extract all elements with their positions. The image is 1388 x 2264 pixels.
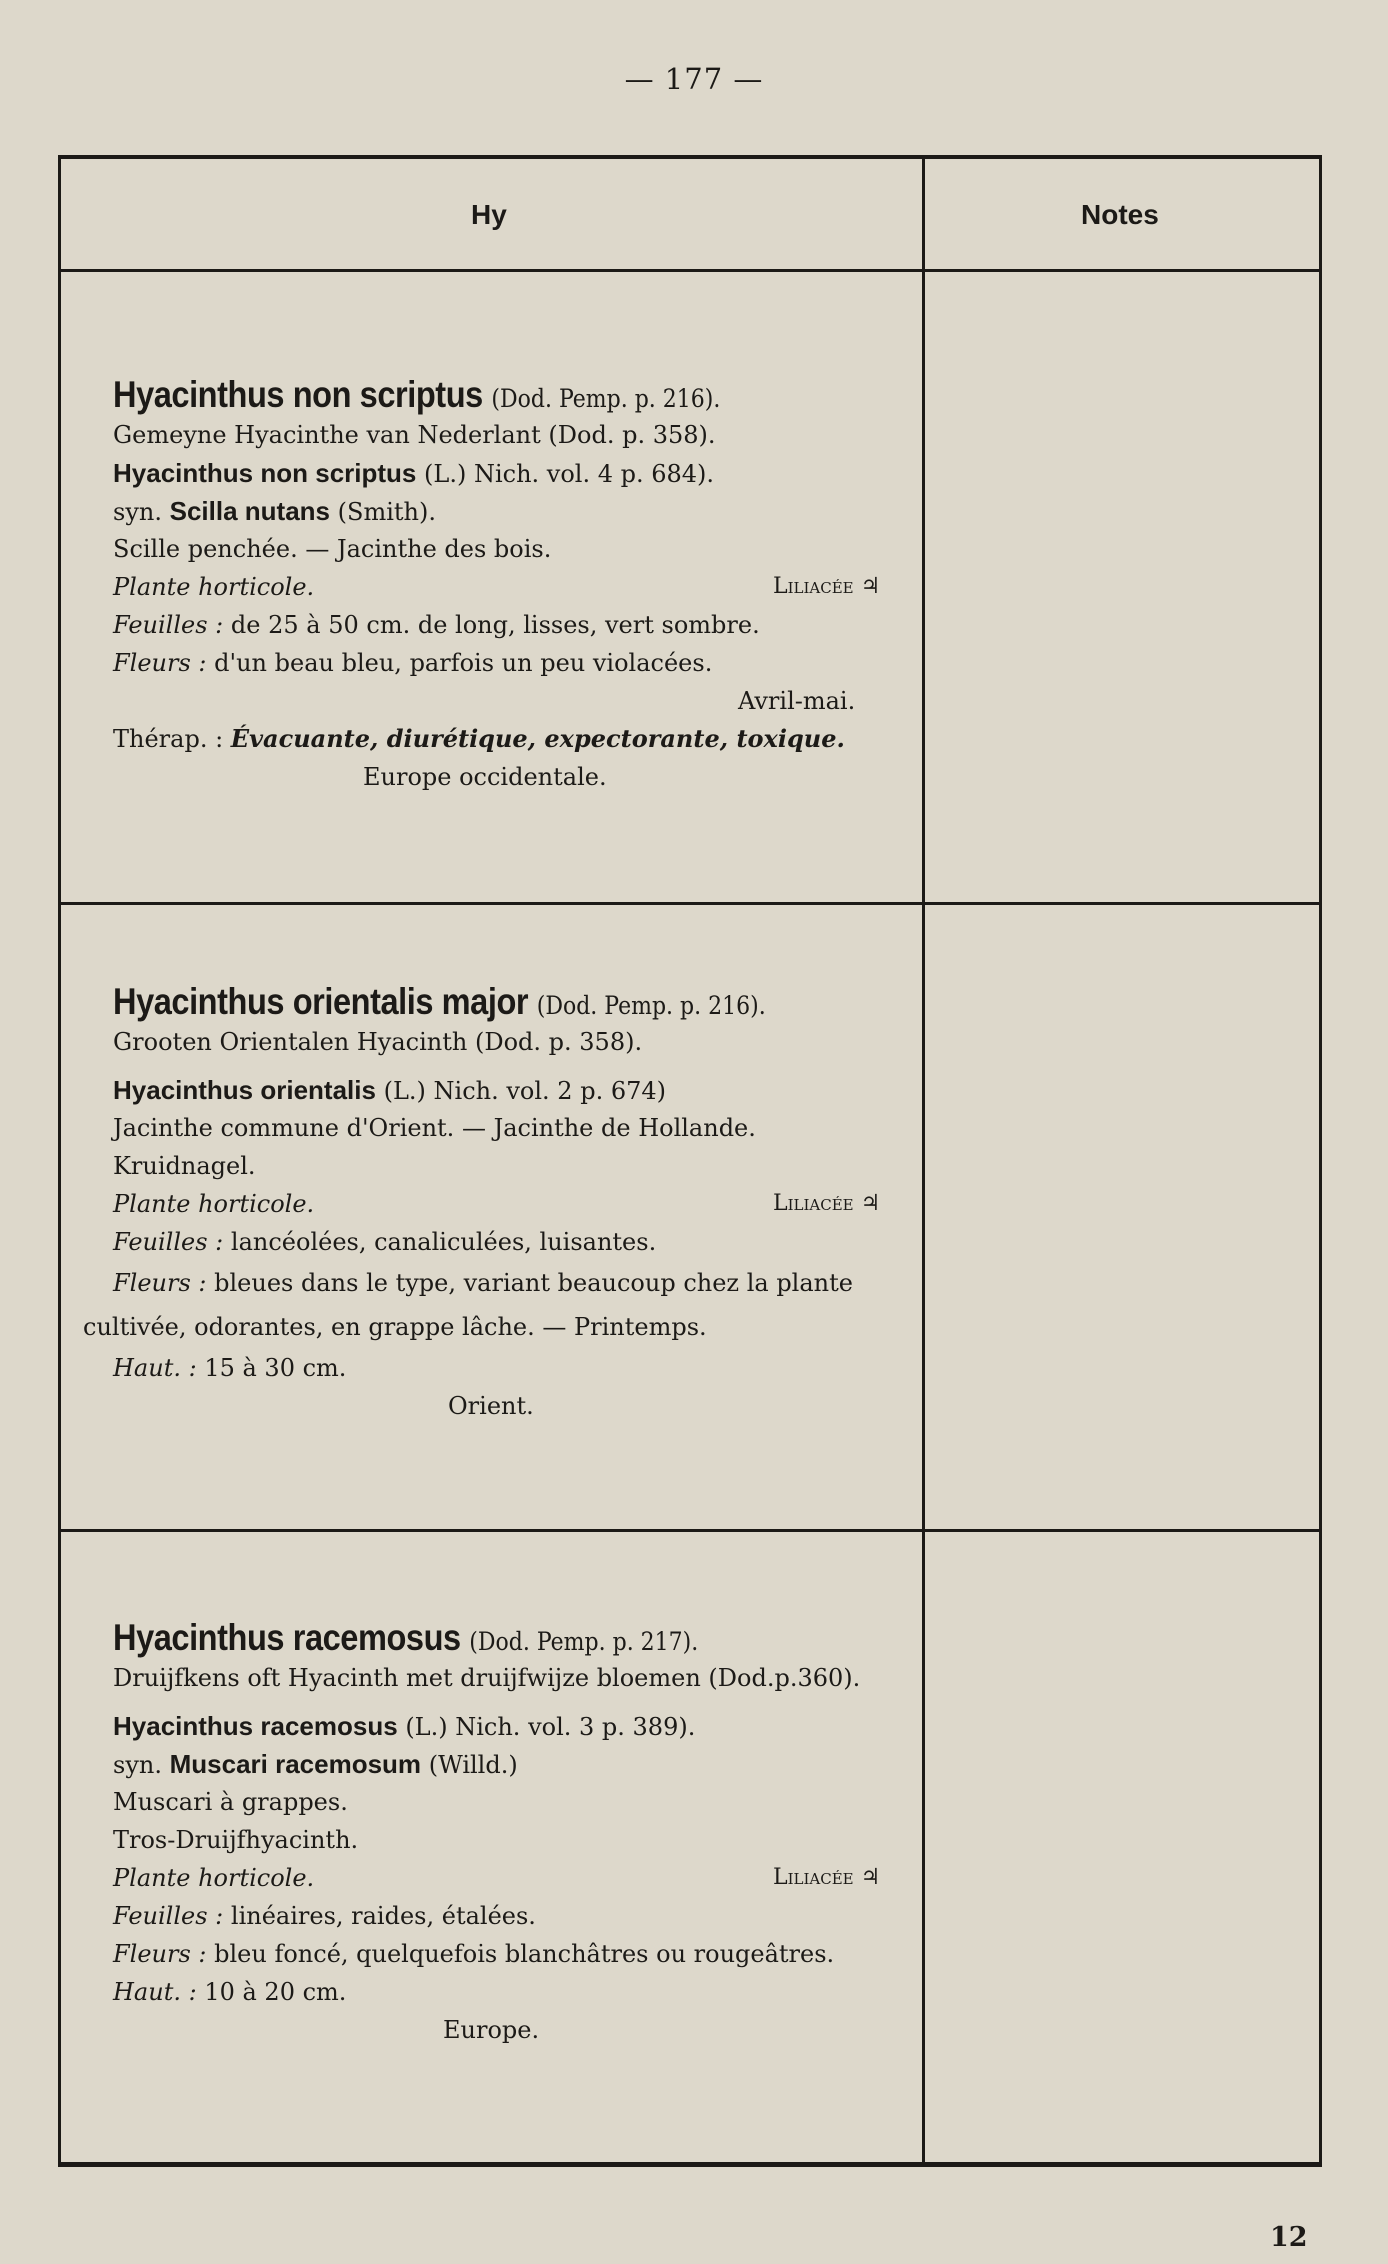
region: Europe occidentale.: [363, 763, 607, 791]
dutch-name: Druijfkens oft Hyacinth met druijfwijze bloemen (Dod.p.360).: [113, 1664, 861, 1692]
plant-type-row: Plante horticole. Liliacée ♃: [113, 1859, 933, 1897]
common-names: Scille penchée. — Jacinthe des bois.: [113, 535, 552, 563]
flowering-season: Avril-mai.: [738, 687, 856, 715]
family-label: Liliacée ♃: [773, 574, 881, 599]
column-header-hy: Hy: [471, 199, 507, 230]
leaves-line: Feuilles : linéaires, raides, étalées.: [113, 1902, 536, 1930]
therapeutic-line: Thérap. : Évacuante, diurétique, expectorante, toxique.: [113, 724, 845, 753]
synonym-line: Hyacinthus non scriptus (L.) Nich. vol. 4 p. 684).: [113, 458, 715, 488]
synonym-line: Hyacinthus racemosus (L.) Nich. vol. 3 p. 389).: [113, 1711, 696, 1741]
entry-hyacinthus-racemosus: [113, 1617, 933, 2049]
height-line: Haut. : 15 à 30 cm.: [113, 1354, 347, 1382]
synonym-line: Hyacinthus orientalis (L.) Nich. vol. 2 p. 674): [113, 1075, 666, 1105]
flowers-line: Fleurs : d'un beau bleu, parfois un peu violacées.: [113, 649, 713, 677]
region: Europe.: [443, 2016, 540, 2044]
entry-title: Hyacinthus racemosus (Dod. Pemp. p. 217).: [113, 1617, 699, 1658]
common-names: Jacinthe commune d'Orient. — Jacinthe de Hollande.: [113, 1114, 756, 1142]
sheet-number: 12: [1270, 2222, 1308, 2253]
common-names: Muscari à grappes.: [113, 1788, 348, 1816]
entry-title: Hyacinthus orientalis major (Dod. Pemp. p. 216).: [113, 981, 766, 1022]
region: Orient.: [448, 1392, 534, 1420]
herbarium-table: [58, 155, 1322, 2167]
synonym-line: syn. Scilla nutans (Smith).: [113, 496, 436, 526]
entry-hyacinthus-orientalis-major: [83, 981, 933, 1425]
flowers-line-cont: cultivée, odorantes, en grappe lâche. — Printemps.: [83, 1313, 707, 1341]
leaves-line: Feuilles : de 25 à 50 cm. de long, lisses, vert sombre.: [113, 611, 760, 639]
leaves-line: Feuilles : lancéolées, canaliculées, luisantes.: [113, 1228, 657, 1256]
entry-divider-2: [61, 1529, 1319, 1532]
entry-hyacinthus-non-scriptus: [113, 374, 933, 796]
flowers-line: Fleurs : bleues dans le type, variant beaucoup chez la plante: [113, 1269, 853, 1297]
height-line: Haut. : 10 à 20 cm.: [113, 1978, 347, 2006]
entry-divider-1: [61, 902, 1319, 905]
dutch-common-name: Tros-Druijfhyacinth.: [113, 1826, 359, 1854]
family-label: Liliacée ♃: [773, 1865, 881, 1890]
page-number: — 177 —: [624, 62, 764, 96]
synonym-line: syn. Muscari racemosum (Willd.): [113, 1749, 518, 1779]
dutch-name: Grooten Orientalen Hyacinth (Dod. p. 358).: [113, 1028, 643, 1056]
dutch-name: Gemeyne Hyacinthe van Nederlant (Dod. p. 358).: [113, 421, 716, 449]
column-header-notes: Notes: [1081, 199, 1159, 230]
plant-type-row: Plante horticole. Liliacée ♃: [113, 568, 933, 606]
entry-title: Hyacinthus non scriptus (Dod. Pemp. p. 216).: [113, 374, 721, 415]
family-label: Liliacée ♃: [773, 1191, 881, 1216]
dutch-common-name: Kruidnagel.: [113, 1152, 256, 1180]
header-rule: [61, 269, 1319, 272]
plant-type-row: Plante horticole. Liliacée ♃: [113, 1185, 933, 1223]
flowers-line: Fleurs : bleu foncé, quelquefois blanchâtres ou rougeâtres.: [113, 1940, 835, 1968]
